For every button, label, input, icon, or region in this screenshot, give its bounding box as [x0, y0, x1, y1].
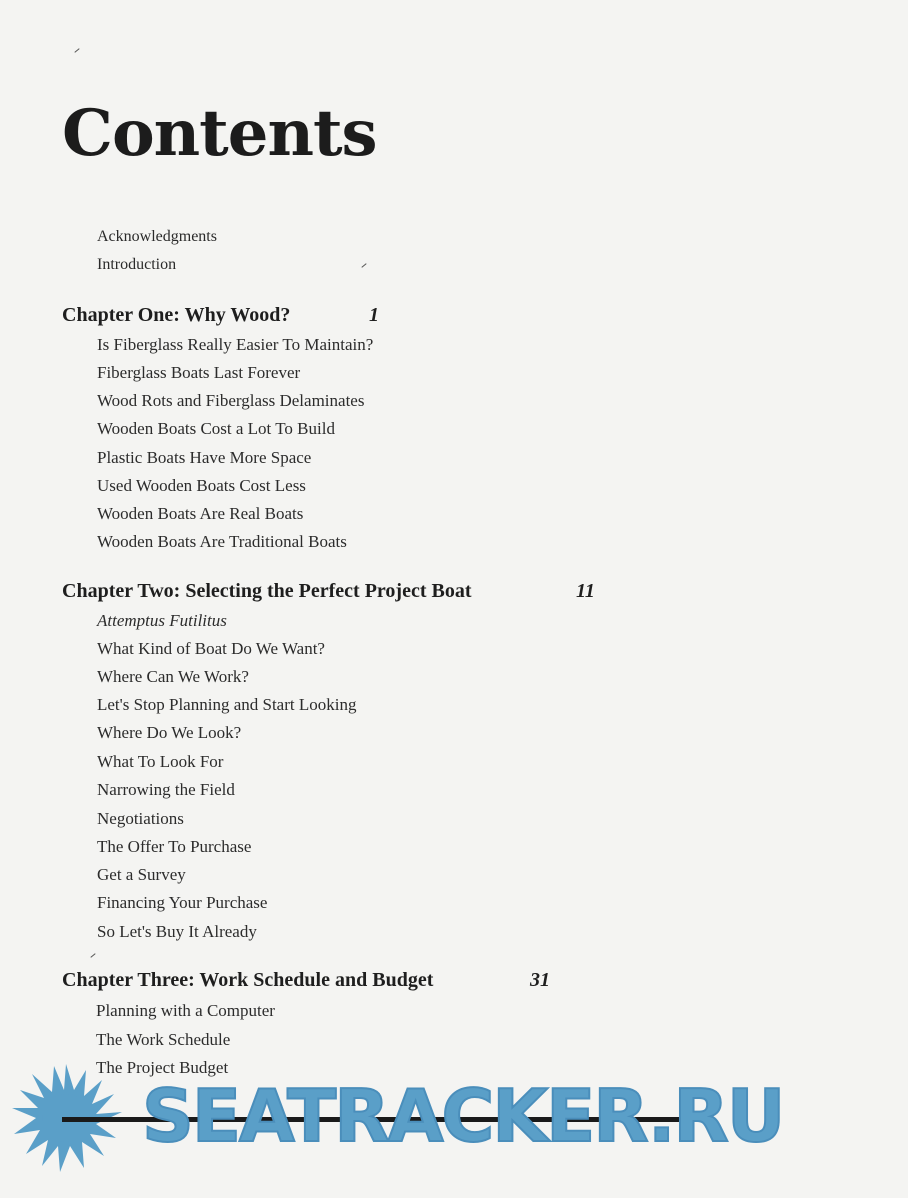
chapter-one-title: Chapter One: Why Wood? — [62, 304, 291, 326]
toc-section: Wooden Boats Are Real Boats — [97, 504, 304, 523]
toc-section: Attemptus Futilitus — [97, 611, 227, 630]
chapter-two-page: 11 — [576, 580, 595, 602]
toc-section: What Kind of Boat Do We Want? — [97, 639, 325, 658]
toc-acknowledgments: Acknowledgments — [97, 228, 217, 245]
toc-section: Wood Rots and Fiberglass Delaminates — [97, 391, 365, 410]
toc-section: Planning with a Computer — [96, 1001, 275, 1020]
watermark-text: SEATRACKER.RU — [142, 1074, 784, 1158]
chapter-one-page: 1 — [369, 304, 379, 326]
scan-speck — [74, 48, 79, 53]
toc-section: Used Wooden Boats Cost Less — [97, 476, 306, 495]
toc-section: Where Do We Look? — [97, 723, 242, 742]
toc-section: The Work Schedule — [96, 1030, 231, 1049]
toc-section: Wooden Boats Are Traditional Boats — [97, 532, 347, 551]
toc-introduction: Introduction — [97, 256, 177, 273]
toc-section: Let's Stop Planning and Start Looking — [97, 695, 357, 714]
scan-speck — [90, 953, 95, 958]
toc-section: Plastic Boats Have More Space — [97, 448, 312, 467]
toc-section: Financing Your Purchase — [97, 893, 268, 912]
toc-section: Where Can We Work? — [97, 667, 249, 686]
toc-section: Get a Survey — [97, 865, 186, 884]
toc-section: Is Fiberglass Really Easier To Maintain? — [97, 335, 374, 354]
toc-section: The Offer To Purchase — [97, 837, 252, 856]
toc-section: What To Look For — [97, 752, 224, 771]
chapter-three-page: 31 — [530, 969, 550, 991]
toc-section: Fiberglass Boats Last Forever — [97, 363, 301, 382]
toc-section: Negotiations — [97, 809, 184, 828]
toc-section: So Let's Buy It Already — [97, 922, 257, 941]
toc-section: Wooden Boats Cost a Lot To Build — [97, 419, 335, 438]
page-title: Contents — [62, 96, 377, 171]
toc-section: Narrowing the Field — [97, 780, 235, 799]
toc-section: The Project Budget — [96, 1058, 229, 1077]
scan-speck — [361, 263, 366, 268]
chapter-three-title: Chapter Three: Work Schedule and Budget — [62, 969, 434, 991]
chapter-two-title: Chapter Two: Selecting the Perfect Project Boat — [62, 580, 472, 602]
